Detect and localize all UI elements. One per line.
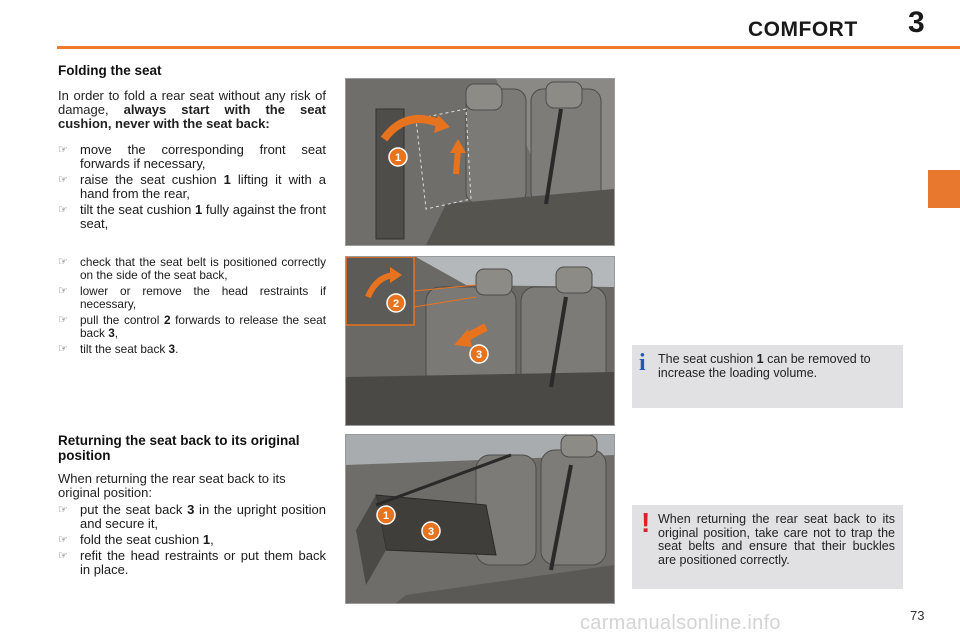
pointing-hand-icon: ☞ (58, 343, 68, 355)
pointing-hand-icon: ☞ (58, 174, 68, 186)
pointing-hand-icon: ☞ (58, 534, 68, 546)
warning-text: When returning the rear seat back to its original position, take care not to trap the seat belts and ensure that their buckles are positioned correctly. (658, 512, 895, 567)
list-item: ☞ check that the seat belt is positioned correctly on the side of the seat back, (58, 255, 326, 282)
rear-seat-illustration (346, 79, 614, 245)
list-item: ☞ put the seat back 3 in the upright position and secure it, (58, 502, 326, 531)
watermark: carmanualsonline.info (580, 612, 781, 634)
list-item: ☞ lower or remove the head restraints if necessary, (58, 284, 326, 311)
list-item: ☞ tilt the seat cushion 1 fully against the front seat, (58, 202, 326, 231)
pointing-hand-icon: ☞ (58, 550, 68, 562)
returning-steps-list (58, 503, 326, 579)
pointing-hand-icon: ☞ (58, 314, 68, 326)
pointing-hand-icon: ☞ (58, 256, 68, 268)
callout-3: 3 (475, 349, 483, 361)
photo-release-seat-back (345, 256, 615, 426)
folding-intro-text: In order to fold a rear seat without any risk of damage, (58, 88, 326, 117)
list-item: ☞ move the corresponding front seat forwards if necessary, (58, 142, 326, 171)
list-item: ☞ raise the seat cushion 1 lifting it with a hand from the rear, (58, 172, 326, 201)
photo-return-seat-back (345, 434, 615, 604)
warning-icon: ! (641, 507, 651, 538)
section-title: COMFORT (748, 18, 858, 41)
warning-note (632, 505, 903, 589)
callout-2: 2 (392, 298, 400, 310)
callout-1: 1 (394, 152, 402, 164)
heading-returning-seat: Returning the seat back to its original position (58, 433, 300, 463)
returning-intro: When returning the rear seat back to its original position: (58, 471, 286, 500)
info-icon: i (639, 350, 646, 376)
header-rule (57, 46, 960, 49)
chapter-number: 3 (908, 6, 925, 39)
pointing-hand-icon: ☞ (58, 144, 68, 156)
list-item: ☞ tilt the seat back 3. (58, 342, 179, 356)
list-item: ☞ pull the control 2 forwards to release the seat back 3, (58, 313, 326, 340)
info-text: The seat cushion 1 can be removed to increase the loading volume. (658, 352, 871, 380)
pointing-hand-icon: ☞ (58, 504, 68, 516)
folding-intro (58, 89, 326, 131)
folding-steps-list (58, 143, 326, 233)
pointing-hand-icon: ☞ (58, 204, 68, 216)
rear-seat-illustration (346, 435, 614, 603)
callout-3: 3 (427, 526, 435, 538)
pointing-hand-icon: ☞ (58, 285, 68, 297)
heading-folding-seat: Folding the seat (58, 63, 162, 78)
folding-intro-emphasis: always start with the seat cushion, never with the seat back: (58, 102, 327, 131)
callout-1: 1 (382, 510, 390, 522)
photo-fold-seat-cushion (345, 78, 615, 246)
info-note (632, 345, 903, 408)
list-item: ☞ refit the head restraints or put them back in place. (58, 548, 326, 577)
folding-steps-list-2 (58, 256, 326, 359)
page-number: 73 (910, 608, 925, 623)
list-item: ☞ fold the seat cushion 1, (58, 532, 214, 547)
rear-seat-illustration (346, 257, 614, 425)
chapter-tab[interactable] (928, 170, 960, 208)
